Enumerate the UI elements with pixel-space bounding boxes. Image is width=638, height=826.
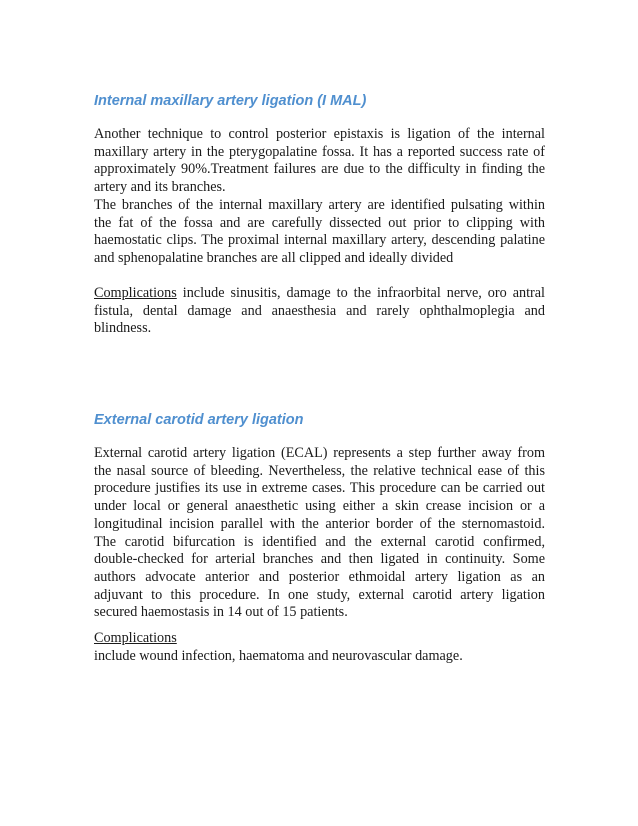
text-line: authors advocate anterior and posterior ethmoidal artery ligation as an xyxy=(94,568,545,585)
text-line: double-checked for arterial branches and then ligated in continuity. Some xyxy=(94,551,545,568)
complications-label: Complications xyxy=(94,285,177,301)
text-line: the fat of the fossa and are carefully dissected out prior to clipping with xyxy=(94,214,545,231)
paragraph-imal-complications xyxy=(94,285,545,338)
text-line: procedure justifies its use in extreme cases. This procedure can be carried out xyxy=(94,480,545,497)
text-line: External carotid artery ligation (ECAL) represents a step further away from xyxy=(94,445,545,461)
text-line: approximately 90%.Treatment failures are due to the difficulty in finding the xyxy=(94,161,545,178)
text-line: The carotid bifurcation is identified and the external carotid confirmed, xyxy=(94,533,545,550)
text-line: fistula, dental damage and anaesthesia and rarely ophthalmoplegia and xyxy=(94,302,545,319)
text-line: The branches of the internal maxillary artery are identified pulsating within xyxy=(94,196,545,213)
paragraph-imal-technique xyxy=(94,197,545,268)
text-line: maxillary artery in the pterygopalatine fossa. It has a reported success rate of xyxy=(94,143,545,160)
text-line: adjuvant to this procedure. In one study, external carotid artery ligation xyxy=(94,586,545,603)
text-line: blindness. xyxy=(94,320,152,337)
text-line: and sphenopalatine branches are all clipped and ideally divided xyxy=(94,249,454,266)
paragraph-ecal-complications xyxy=(94,630,545,665)
paragraph-ecal xyxy=(94,445,545,622)
complications-text: include wound infection, haematoma and neurovascular damage. xyxy=(94,647,463,664)
text-line xyxy=(94,285,545,303)
text-line: under local or general anaesthetic using either a skin crease incision or a xyxy=(94,498,545,515)
text-line: haemostatic clips. The proximal internal maxillary artery, descending palatine xyxy=(94,232,545,249)
text-line: longitudinal incision parallel with the anterior border of the sternomastoid. xyxy=(94,515,545,532)
section-heading-internal-maxillary: Internal maxillary artery ligation (I MAL) xyxy=(94,93,367,109)
text-line: secured haemostasis in 14 out of 15 patients. xyxy=(94,604,348,621)
text-line: artery and its branches. xyxy=(94,179,226,196)
text-line: Another technique to control posterior epistaxis is ligation of the internal xyxy=(94,126,545,142)
paragraph-imal-intro xyxy=(94,126,545,197)
text-line: the nasal source of bleeding. Nevertheless, the relative technical ease of this xyxy=(94,462,545,479)
section-heading-external-carotid: External carotid artery ligation xyxy=(94,412,304,428)
complications-text: include sinusitis, damage to the infraorbital nerve, oro antral xyxy=(176,285,545,301)
complications-label: Complications xyxy=(94,630,177,646)
